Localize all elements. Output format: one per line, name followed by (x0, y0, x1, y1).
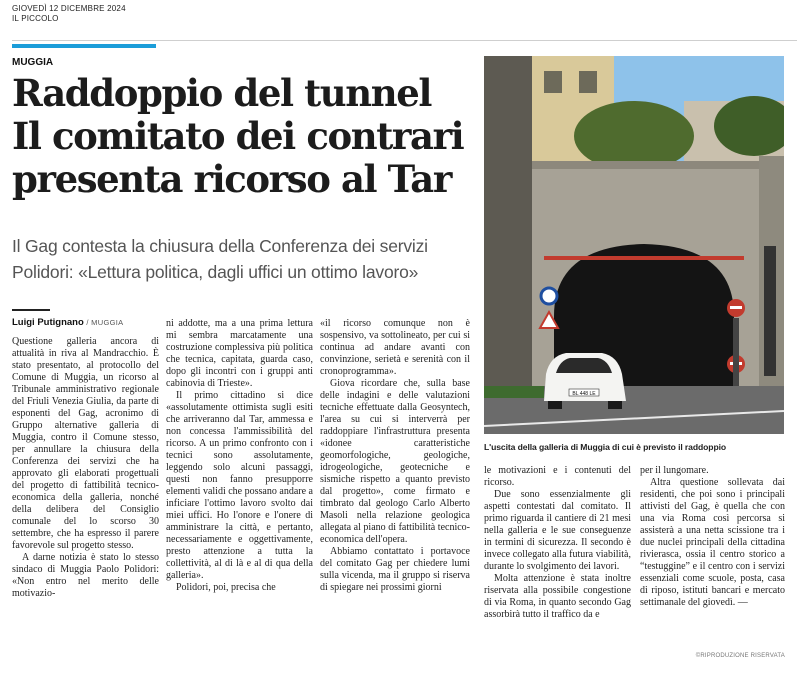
trees (574, 101, 694, 171)
byline (12, 317, 123, 328)
paragraph: Molta attenzione è stata inoltre riservata alla possibile congestione di via Roma, in quanto secondo Gag assorbirà tutto il traffico da e (484, 573, 631, 620)
headline (12, 72, 482, 201)
copyright-notice: ©RIPRODUZIONE RISERVATA (695, 653, 785, 659)
portal-cornice (532, 161, 784, 169)
byline-rule (12, 309, 50, 311)
car-wheel (608, 401, 622, 409)
author-location: / MUGGIA (86, 318, 124, 327)
paragraph: Due sono essenzialmente gli aspetti contestati dal comitato. Il primo riguarda il cantiere di 21 mesi nella galleria e le sue conseguenze in termini di sicurezza. Il secondo è invece collegato alla futura viabilità, durante lo svolgimento dei lavori. (484, 489, 631, 572)
text-column-5 (640, 465, 785, 609)
warning-band (544, 256, 744, 260)
subheadline (12, 233, 482, 285)
paragraph: Giova ricordare che, sulla base delle indagini e delle valutazioni tecniche effettuate dalla Geosyntech, l'area su cui si interverrà per raddoppiare l'infrastruttura presenta «idonee caratteristiche geomorfologiche, geologiche, idrogeologiche, geotecniche e sismiche rispetto a quanto previsto dal progetto», come firmato e timbrato dal geologo Carlo Alberto Masoli nella relazione geologica allegata al piano di fattibilità tecnico-economica dell'opera. (320, 378, 470, 545)
headline-line: Il comitato dei contrari (12, 114, 464, 158)
paragraph: ni addotte, ma a una prima lettura mi sembra marcatamente una costruzione complessiva più politica che tecnica, capitata, guarda caso, dopo gli incontri con i gruppi anti cabinovia di Trieste». (166, 318, 313, 389)
photo-caption: L'uscita della galleria di Muggia di cui è previsto il raddoppio (484, 442, 727, 452)
building-window (579, 71, 597, 93)
headline-line: Raddoppio del tunnel (12, 71, 432, 115)
sign-pole (733, 318, 739, 386)
text-column-3 (320, 318, 470, 594)
text-column-2 (166, 318, 313, 594)
tunnel-photo (484, 56, 784, 434)
text-column-4 (484, 465, 631, 621)
paragraph: «il ricorso comunque non è sospensivo, va sottolineato, per cui si continua ad andare avanti con convinzione, serietà e serenità con il cronoprogramma». (320, 318, 470, 377)
building-window (544, 71, 562, 93)
license-plate-text: BL 448 LE (572, 391, 596, 397)
paragraph: Polidori, poi, precisa che (176, 582, 276, 593)
left-wall (484, 56, 532, 434)
roadside-grass (484, 386, 544, 398)
tunnel-photo-illustration (484, 56, 784, 434)
headline-line: presenta ricorso al Tar (12, 157, 451, 201)
section-kicker: MUGGIA (12, 57, 54, 68)
no-entry-bar (730, 306, 742, 309)
header-rule (12, 40, 797, 41)
paragraph: Il primo cittadino si dice «assolutamente ottimista sugli esiti che arriveranno dal Tar, ammessa e non concessa l'ammissibilità del ricorso. A un primo confronto con i tecnici sono assolutamente, leggendo solo alcuni passaggi, questi non fanno presupporre elementi validi che possano andare a inficiare l'ottimo lavoro svolto dai miei uffici. Ho l'onore e l'onere di amministrare la città, e pertanto, necessariamente e oggettivamente, presto attenzione a tutta la collettività, al di là e al di qua della galleria». (166, 390, 313, 581)
text-column-1 (12, 336, 159, 600)
paragraph: Abbiamo contattato i portavoce del comitato Gag per chiedere lumi sulla vicenda, ma il gruppo si riserva di spiegare nei prossimi giorni (320, 546, 470, 593)
paragraph: Questione galleria ancora di attualità in riva al Mandracchio. È stato presentato, al protocollo del Comune di Muggia, un ricorso al Tribunale amministrativo regionale del Friuli Venezia Giulia, da parte di esponenti del Gag, acronimo di Gruppo alternative galleria di Muggia, contro il Comune stesso, per annullare la chiusura della Conferenza dei servizi che ha approvato gli elaborati progettuali del progetto di fattibilità tecnico-economica della galleria, nonché della delibera del Consiglio comunale del lo scorso 30 settembre, che ha espresso il parere favorevole sul progetto stesso. (12, 336, 159, 551)
traffic-light (764, 246, 776, 376)
page-header (12, 4, 126, 24)
subheadline-line: Polidori: «Lettura politica, dagli uffici un ottimo lavoro» (12, 262, 419, 282)
paragraph: le motivazioni e i contenuti del ricorso. (484, 465, 631, 488)
white-car (544, 353, 626, 409)
subheadline-line: Il Gag contesta la chiusura della Conferenza dei servizi (12, 236, 428, 256)
issue-date: GIOVEDÌ 12 DICEMBRE 2024 (12, 4, 126, 13)
car-wheel (548, 401, 562, 409)
newspaper-name: IL PICCOLO (12, 14, 59, 23)
author-name: Luigi Putignano (12, 317, 84, 328)
paragraph: per il lungomare. (640, 465, 709, 476)
section-accent-bar (12, 44, 156, 48)
paragraph: Altra questione sollevata dai residenti, che poi sono i principali attivisti del Gag, è quella che con una via Roma così percorsa si assisterà a una netta scissione tra i due nuclei principali della cittadina rivierasca, ossia il centro storico a “testugginе” e il centro con i servizi essenziali come scuole, posta, casa di riposo, istituti bancari e mercato settimanale del giovedì. — (640, 477, 785, 608)
pedestrian-sign-icon (541, 288, 557, 304)
paragraph: A darne notizia è stato lo stesso sindaco di Muggia Paolo Polidori: «Non entro nel merito delle motivazio- (12, 552, 159, 599)
